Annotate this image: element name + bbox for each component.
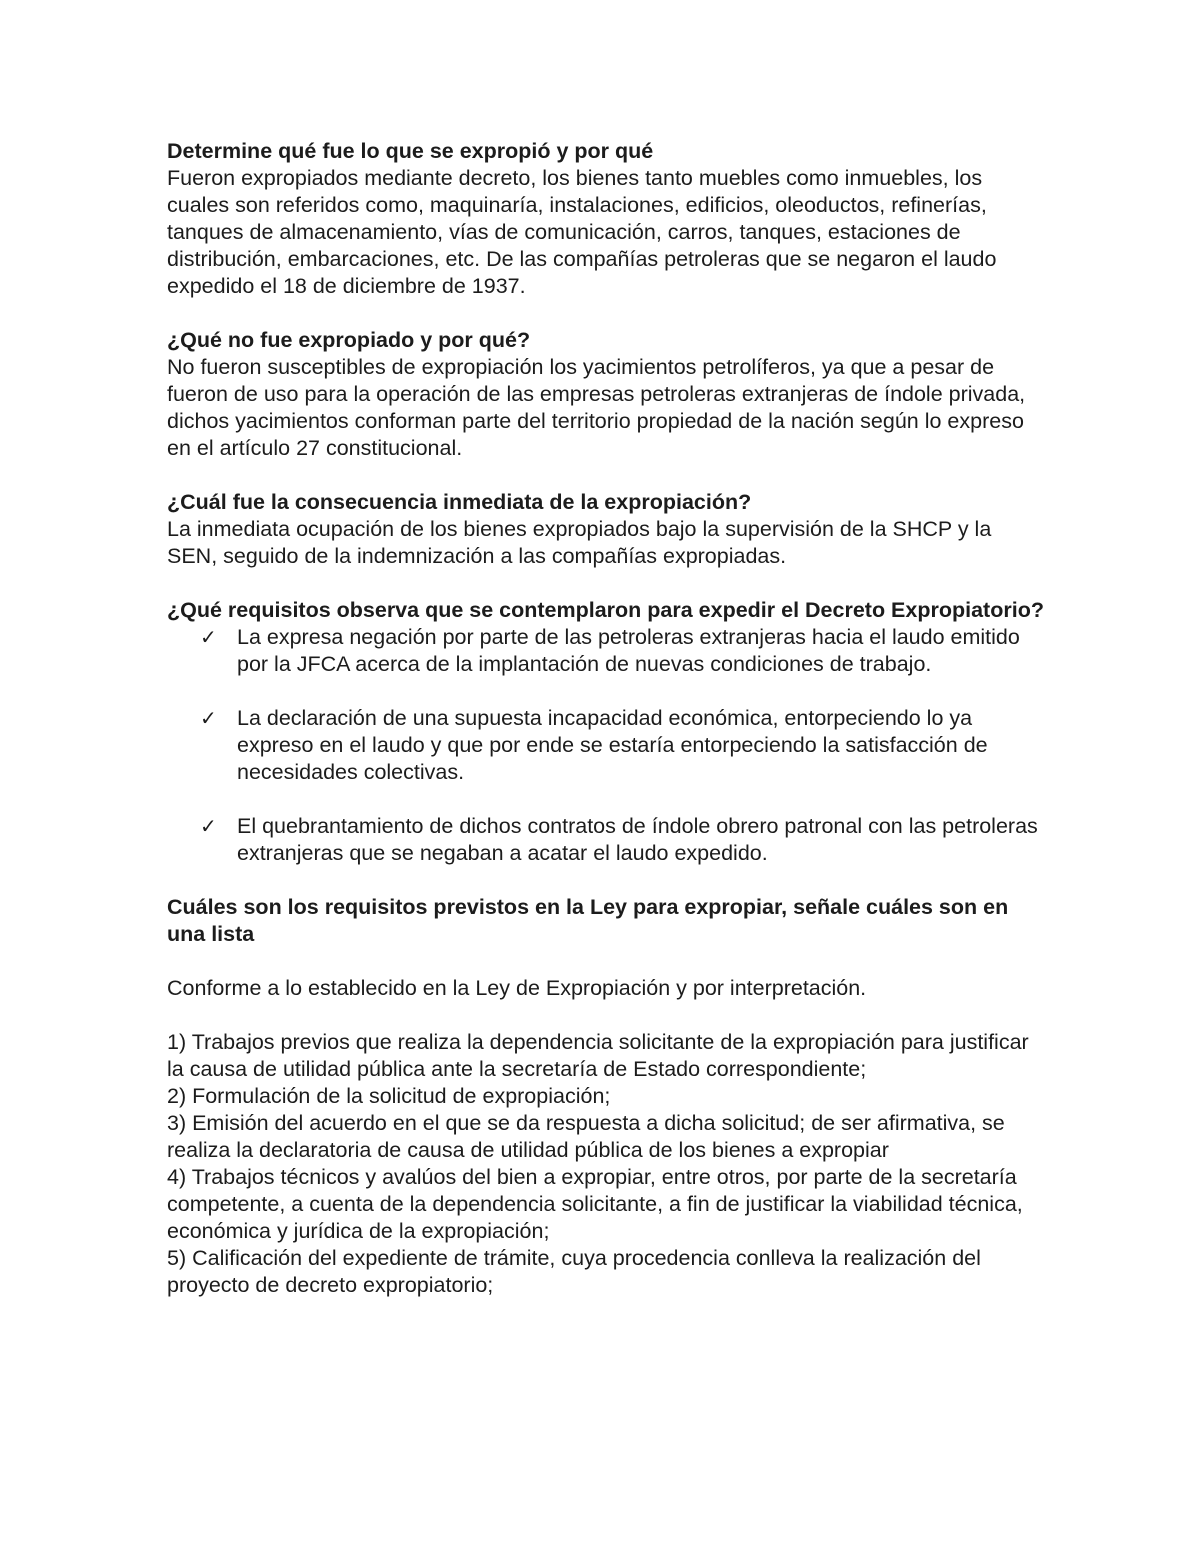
checkmark-icon: ✓ [200,625,217,649]
checkmark-icon: ✓ [200,814,217,838]
section-requisitos-ley [167,894,1047,1299]
spacer [167,1002,1047,1029]
section-requisitos-decreto [167,597,1047,867]
checklist-item-text: La expresa negación por parte de las petroleras extranjeras hacia el laudo emitido por la JFCA acerca de la implantación de nuevas condiciones de trabajo. [237,625,1020,676]
section-heading: ¿Qué no fue expropiado y por qué? [167,328,531,352]
section-heading: Determine qué fue lo que se expropió y por qué [167,139,654,163]
section-body: La inmediata ocupación de los bienes expropiados bajo la supervisión de la SHCP y la SEN, seguido de la indemnización a las compañías expropiadas. [167,517,992,568]
numbered-step: 5) Calificación del expediente de trámite, cuya procedencia conlleva la realización del proyecto de decreto expropiatorio; [167,1246,981,1297]
requisitos-checklist [167,624,1047,867]
numbered-step: 3) Emisión del acuerdo en el que se da respuesta a dicha solicitud; de ser afirmativa, se realiza la declaratoria de causa de utilidad pública de los bienes a expropiar [167,1111,1005,1162]
section-heading: ¿Qué requisitos observa que se contemplaron para expedir el Decreto Expropiatorio? [167,598,1044,622]
checklist-item [167,813,1047,867]
checkmark-icon: ✓ [200,706,217,730]
checklist-item [167,705,1047,786]
checklist-item-text: El quebrantamiento de dichos contratos de índole obrero patronal con las petroleras extranjeras que se negaban a acatar el laudo expedido. [237,814,1038,865]
section-intro: Conforme a lo establecido en la Ley de Expropiación y por interpretación. [167,976,867,1000]
numbered-step: 1) Trabajos previos que realiza la dependencia solicitante de la expropiación para justificar la causa de utilidad pública ante la secretaría de Estado correspondiente; [167,1030,1029,1081]
numbered-step: 4) Trabajos técnicos y avalúos del bien a expropiar, entre otros, por parte de la secretaría competente, a cuenta de la dependencia solicitante, a fin de justificar la viabilidad técnica, económica y jurídica de la expropiación; [167,1165,1023,1243]
section-body: No fueron susceptibles de expropiación los yacimientos petrolíferos, ya que a pesar de fueron de uso para la operación de las empresas petroleras extranjeras de índole privada, dichos yacimientos conforman parte del territorio propiedad de la nación según lo expreso en el artículo 27 constitucional. [167,355,1026,460]
section-heading: ¿Cuál fue la consecuencia inmediata de la expropiación? [167,490,752,514]
numbered-step: 2) Formulación de la solicitud de expropiación; [167,1084,611,1108]
checklist-item-text: La declaración de una supuesta incapacidad económica, entorpeciendo lo ya expreso en el laudo y que por ende se estaría entorpeciendo la satisfacción de necesidades colectivas. [237,706,988,784]
section-expropiado [167,138,1047,300]
section-no-expropiado [167,327,1047,462]
spacer [167,948,1047,975]
section-consecuencia [167,489,1047,570]
checklist-item [167,624,1047,678]
section-body: Fueron expropiados mediante decreto, los bienes tanto muebles como inmuebles, los cuales son referidos como, maquinaría, instalaciones, edificios, oleoductos, refinerías, tanques de almacenamiento, vías de comunicación, carros, tanques, estaciones de distribución, embarcaciones, etc. De las compañías petroleras que se negaron el laudo expedido el 18 de diciembre de 1937. [167,166,997,298]
document-page [167,138,1047,1326]
section-heading: Cuáles son los requisitos previstos en la Ley para expropiar, señale cuáles son en una lista [167,895,1009,946]
